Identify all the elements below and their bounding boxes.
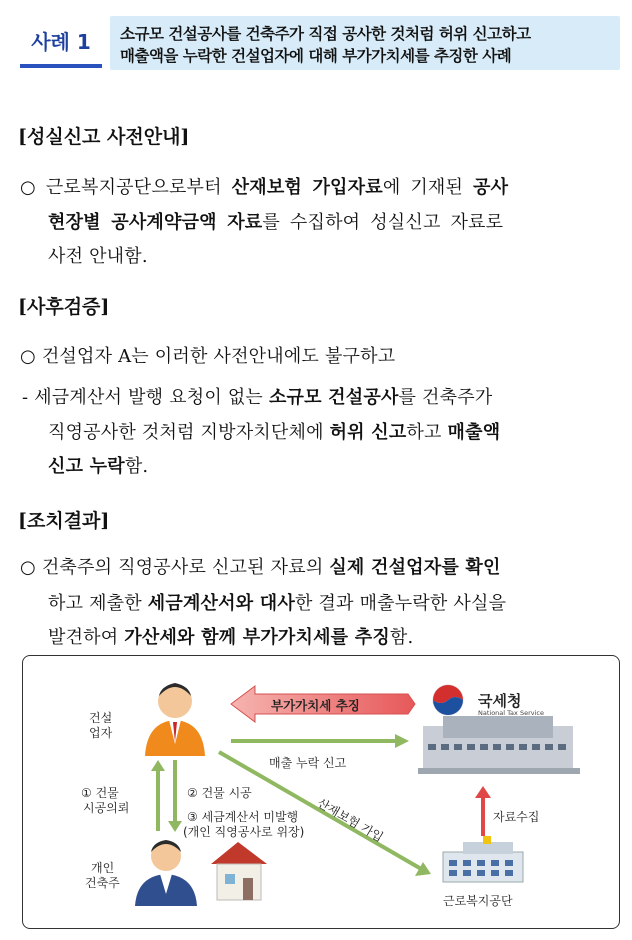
text: 직영공사한 것처럼 지방자치단체에 [48, 422, 330, 443]
sales-report-arrow [231, 734, 409, 748]
s3-line-1 [20, 553, 501, 579]
owner-person-icon [135, 840, 197, 906]
text: 하고 [406, 422, 448, 443]
request-label-1: ① 건물 [81, 786, 119, 800]
section-title-pre-notice: [성실신고 사전안내] [18, 126, 190, 148]
builder-label-2: 업자 [89, 726, 113, 740]
sales-omission-label: 매출 누락 신고 [269, 756, 347, 770]
case-title-box [110, 16, 620, 70]
text: 하고 제출한 [48, 593, 148, 614]
text: 발견하여 [48, 627, 125, 648]
section-title-result: [조치결과] [18, 510, 110, 532]
badge-underline [20, 64, 102, 68]
house-icon [211, 842, 267, 900]
construction-arrow-down [168, 760, 182, 832]
bold-text: 실제 건설업자를 확인 [329, 557, 501, 578]
request-label-2: 시공의뢰 [83, 801, 130, 815]
s2-line-4 [48, 452, 148, 478]
kcomwel-label: 근로복지공단 [443, 894, 513, 908]
bold-text: 공사 [473, 177, 509, 198]
bold-text: 가산세와 함께 부가가치세를 추징 [124, 627, 390, 648]
builder-label-1: 건설 [89, 711, 113, 725]
nts-subtitle: National Tax Service [478, 709, 544, 717]
bold-text: 세금계산서와 대사 [147, 593, 295, 614]
bold-text: 소규모 건설공사 [268, 387, 399, 408]
bold-text: 신고 누락 [48, 456, 125, 477]
s1-line-1 [20, 173, 508, 199]
s1-line-3: 사전 안내함. [48, 246, 148, 267]
text: 에 기재된 [382, 177, 474, 198]
bold-text: 허위 신고 [329, 422, 407, 443]
text: 를 건축주가 [398, 387, 493, 408]
flow-diagram [22, 655, 620, 929]
case-badge: 사례 1 [31, 30, 91, 54]
data-collection-arrow [475, 786, 491, 836]
case-title-line-2: 매출액을 누락한 건설업자에 대해 부가가치세를 추징한 사례 [120, 47, 512, 65]
s2-line-2 [22, 383, 492, 409]
owner-label-2: 건축주 [85, 876, 120, 890]
case-header [6, 14, 624, 76]
s3-line-3 [48, 623, 413, 649]
text: ○ 건축주의 직영공사로 신고된 자료의 [20, 557, 330, 578]
case-title-line-1: 소규모 건설공사를 건축주가 직접 공사한 것처럼 허위 신고하고 [120, 25, 531, 43]
text: 함. [124, 456, 149, 477]
text: 를 수집하여 성실신고 자료로 [262, 212, 504, 233]
invoice-label-2: (개인 직영공사로 위장) [183, 825, 305, 839]
owner-label-1: 개인 [91, 861, 115, 875]
s1-line-2 [48, 208, 503, 234]
s2-line-3 [48, 418, 500, 444]
s3-line-2 [48, 589, 506, 615]
kcomwel-building-icon [443, 836, 523, 882]
text: - 세금계산서 발행 요청이 없는 [22, 387, 269, 408]
nts-name: 국세청 [478, 692, 522, 710]
s2-line-1: ○ 건설업자 A는 이러한 사전안내에도 불구하고 [20, 346, 396, 367]
bold-text: 산재보험 가입자료 [231, 177, 383, 198]
bold-text: 현장별 공사계약금액 자료 [48, 212, 263, 233]
text: ○ 근로복지공단으로부터 [20, 177, 232, 198]
tax-banner-label: 부가가치세 추징 [271, 698, 360, 713]
construction-label: ② 건물 시공 [187, 786, 252, 800]
commission-arrow-up [151, 760, 165, 831]
insurance-label: 산재보험 가입 [315, 795, 386, 845]
bold-text: 매출액 [447, 422, 501, 443]
data-collection-label: 자료수집 [493, 810, 540, 824]
invoice-label-1: ③ 세금계산서 미발행 [187, 810, 299, 824]
text: 한 결과 매출누락한 사실을 [294, 593, 507, 614]
text: 함. [389, 627, 414, 648]
builder-person-icon [145, 683, 205, 756]
section-title-post-verification: [사후검증] [18, 296, 110, 318]
